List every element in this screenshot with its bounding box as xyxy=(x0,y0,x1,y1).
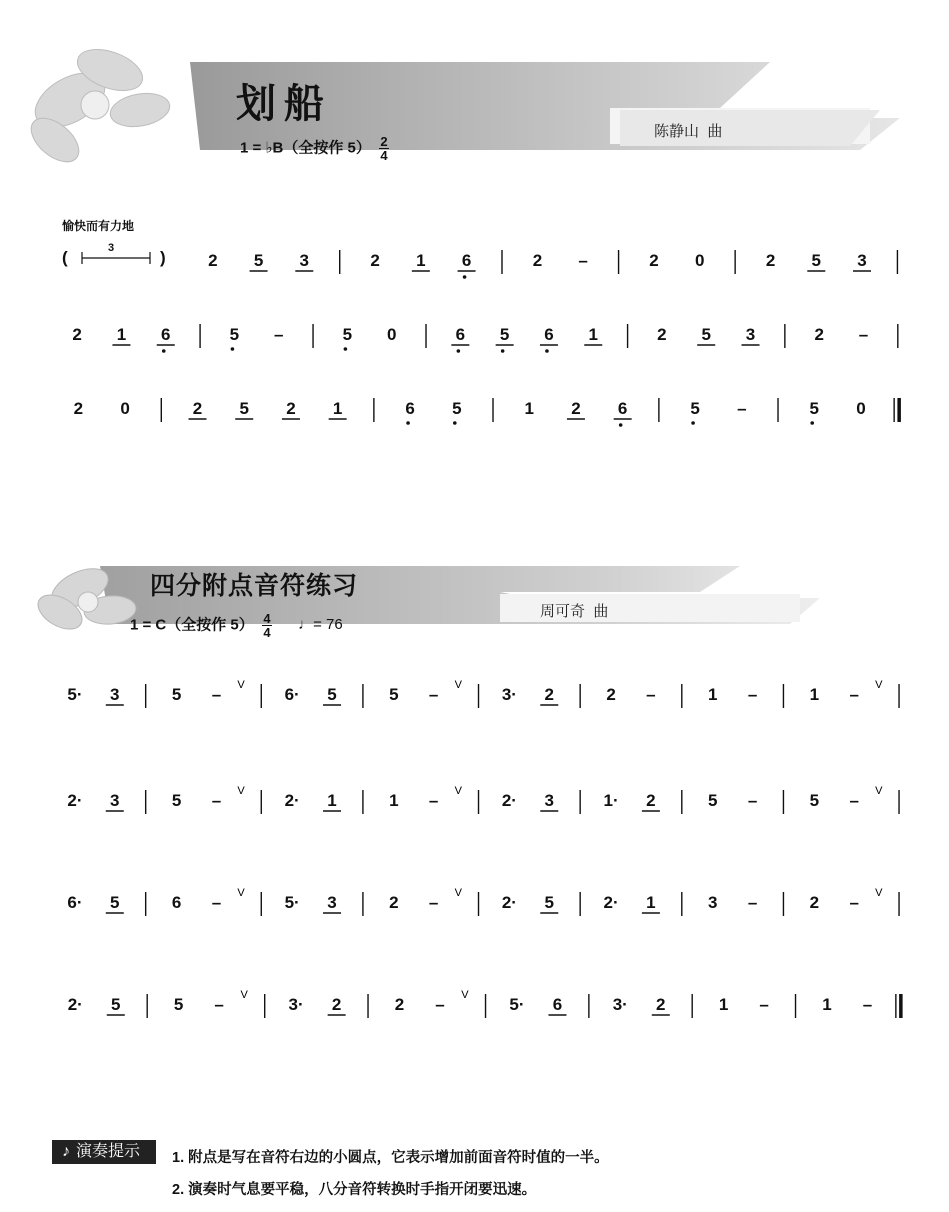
p2-row3-note: – xyxy=(849,893,859,912)
p1-row3-note: 6 xyxy=(617,399,628,418)
p2-row1-note: 3 xyxy=(110,685,120,704)
p2-row3-note: 2 xyxy=(809,893,820,912)
piece2-metronome: ♩= 76 xyxy=(298,616,343,634)
p2-row1-note: 1 xyxy=(707,685,718,704)
p1-row2-note: 1 xyxy=(588,325,598,344)
p2-row2-note: 3 xyxy=(544,791,555,810)
p1-row2-note: 5 xyxy=(701,325,711,344)
p2-row4-note: – xyxy=(214,995,224,1014)
p2-row1-note: 2 xyxy=(606,685,616,704)
p2-row2-note: 1· xyxy=(603,791,619,810)
p2-row3-note: 2· xyxy=(501,893,517,912)
p2-row4-note: 5· xyxy=(509,995,525,1014)
p2-row4-note: 5 xyxy=(173,995,184,1014)
p1-row1-note: 2 xyxy=(208,251,218,270)
p2-row2-note: 2· xyxy=(501,791,517,810)
p2-row2-note: – xyxy=(211,791,222,810)
p1-row1-note: 6 xyxy=(461,251,472,270)
p1-row3-note: 1 xyxy=(332,399,343,418)
p2-row2-breath-mark: V xyxy=(237,785,245,797)
p2-row3-note: 5 xyxy=(544,893,555,912)
p1-row3-note: 1 xyxy=(524,399,534,418)
p2-row4-note: 2 xyxy=(331,995,342,1014)
p1-row2-note: 6 xyxy=(161,325,171,344)
piece2-key-text: 1 = C（全按作 5） xyxy=(130,616,254,634)
p2-row1-breath-mark: V xyxy=(875,679,883,691)
p1-row1-note: 5 xyxy=(253,251,264,270)
p1-row1-note: – xyxy=(578,251,588,270)
p2-row3-note: – xyxy=(747,893,758,912)
p1-row1-note: 2 xyxy=(370,251,380,270)
p2-row2-note: 2 xyxy=(646,791,656,810)
p2-row2-note: – xyxy=(849,791,859,810)
p2-row2-note: 1 xyxy=(327,791,337,810)
piece1-time-top: 2 xyxy=(380,134,388,149)
p2-row3-note: 2· xyxy=(603,893,619,912)
piece2-time-top: 4 xyxy=(263,611,271,626)
p1-row1-note: 1 xyxy=(416,251,426,270)
p2-row1-note: 1 xyxy=(809,685,820,704)
tip-line-2: 2. 演奏时气息要平稳，八分音符转换时手指开闭要迅速。 xyxy=(172,1182,537,1198)
p2-row4-note: 5 xyxy=(111,995,121,1014)
p1-row2-note: 1 xyxy=(116,325,127,344)
p1-row3-note: 5 xyxy=(239,399,249,418)
p1-row1-note: 0 xyxy=(694,251,705,270)
p1-row3-note: 5 xyxy=(809,399,819,418)
piece1-time-bottom: 4 xyxy=(380,148,388,163)
p2-row3-note: 3 xyxy=(327,893,337,912)
piece1-key-text: 1 = ♭B（全按作 5） xyxy=(240,139,371,157)
p2-row1-note: – xyxy=(747,685,758,704)
p2-row3-breath-mark: V xyxy=(875,887,883,899)
p1-row3-low-octave-dot xyxy=(691,421,695,425)
p1-row2-low-octave-dot xyxy=(457,349,461,353)
p2-row1-note: 2 xyxy=(544,685,555,704)
p1-row2-note: 0 xyxy=(386,325,397,344)
p2-row4-note: 3· xyxy=(288,995,304,1014)
p2-row3-note: 2 xyxy=(389,893,399,912)
tip-line-1: 1. 附点是写在音符右边的小圆点，它表示增加前面音符时值的一半。 xyxy=(172,1150,609,1166)
p1-row2-note: 6 xyxy=(544,325,554,344)
p1-row2-note: 3 xyxy=(745,325,756,344)
p1-row2-note: – xyxy=(273,325,284,344)
piece2-composer: 周可奇 曲 xyxy=(540,603,609,620)
p2-row2-note: 1 xyxy=(389,791,399,810)
p2-row4-note: – xyxy=(759,995,769,1014)
tips-badge-label: 演奏提示 xyxy=(76,1143,141,1160)
p1-row2-note: – xyxy=(858,325,869,344)
p1-row3-low-octave-dot xyxy=(453,421,457,425)
piece1-tempo-marking: 愉快而有力地 xyxy=(62,219,135,233)
p1-row3-note: 0 xyxy=(120,399,130,418)
p1-row2-note: 5 xyxy=(229,325,240,344)
p1-row2-low-octave-dot xyxy=(162,349,166,353)
p2-row3-note: 6 xyxy=(171,893,182,912)
p2-row3-note: – xyxy=(428,893,439,912)
p2-row4-note: 3· xyxy=(612,995,628,1014)
p1-row1-note: 5 xyxy=(811,251,822,270)
p2-row2-breath-mark: V xyxy=(454,785,462,797)
p1-row3-note: 2 xyxy=(73,399,84,418)
p2-row1-note: 5 xyxy=(327,685,337,704)
p1-row3-low-octave-dot xyxy=(619,423,623,427)
p2-row1-note: 6· xyxy=(284,685,300,704)
p2-row1-note: 3· xyxy=(501,685,517,704)
p1-row1-note: 2 xyxy=(765,251,776,270)
intro-close-paren: ) xyxy=(160,248,166,267)
p1-row3-note: 2 xyxy=(286,399,296,418)
p2-row3-breath-mark: V xyxy=(237,887,245,899)
p2-row3-note: 1 xyxy=(646,893,656,912)
p1-row1-note: 3 xyxy=(299,251,310,270)
tips-badge xyxy=(52,1140,156,1164)
p2-row4-note: 1 xyxy=(718,995,729,1014)
p2-row2-breath-mark: V xyxy=(875,785,883,797)
p1-row2-low-octave-dot xyxy=(501,349,505,353)
p2-row3-note: 3 xyxy=(707,893,718,912)
p2-row1-breath-mark: V xyxy=(237,679,245,691)
p2-row4-breath-mark: V xyxy=(461,989,469,1001)
p2-row4-note: 2 xyxy=(656,995,666,1014)
p2-row4-note: 2· xyxy=(67,995,83,1014)
p2-row1-note: – xyxy=(428,685,439,704)
p1-row3-note: 6 xyxy=(405,399,415,418)
p1-row2-note: 2 xyxy=(814,325,824,344)
p2-row3-note: 5 xyxy=(110,893,120,912)
p1-row3-low-octave-dot xyxy=(406,421,410,425)
intro-triplet-number: 3 xyxy=(108,242,115,254)
p2-row4-note: 2 xyxy=(394,995,405,1014)
p1-row3-note: 5 xyxy=(452,399,462,418)
p2-row3-note: 5· xyxy=(284,893,300,912)
p2-row4-note: – xyxy=(862,995,873,1014)
p1-row1-note: 2 xyxy=(532,251,543,270)
p2-row4-note: – xyxy=(435,995,445,1014)
p2-row1-breath-mark: V xyxy=(454,679,462,691)
p2-row1-note: – xyxy=(211,685,222,704)
p1-row2-note: 6 xyxy=(455,325,466,344)
p1-row2-low-octave-dot xyxy=(545,349,549,353)
p2-row2-note: 2· xyxy=(67,791,83,810)
p2-row1-note: – xyxy=(849,685,859,704)
p1-row3-note: 2 xyxy=(192,399,203,418)
p1-row1-note: 3 xyxy=(857,251,867,270)
p2-row3-note: 6· xyxy=(67,893,83,912)
piece2-title: 四分附点音符练习 xyxy=(150,571,359,600)
p1-row2-note: 2 xyxy=(72,325,82,344)
p1-row3-note: 2 xyxy=(571,399,581,418)
p1-row3-low-octave-dot xyxy=(810,421,814,425)
p1-row2-note: 5 xyxy=(342,325,353,344)
p2-row4-breath-mark: V xyxy=(240,989,248,1001)
p1-row2-note: 2 xyxy=(657,325,667,344)
p2-row1-note: – xyxy=(646,685,656,704)
piece2-time-bottom: 4 xyxy=(263,625,271,640)
p2-row3-breath-mark: V xyxy=(454,887,462,899)
p2-row4-note: 6 xyxy=(552,995,563,1014)
music-note-icon: ♪ xyxy=(62,1143,70,1160)
p2-row2-note: 5 xyxy=(809,791,820,810)
p1-row3-note: – xyxy=(737,399,747,418)
p2-row2-note: – xyxy=(747,791,758,810)
p2-row4-note: 1 xyxy=(822,995,832,1014)
p2-row2-note: – xyxy=(428,791,439,810)
p1-row1-note: 2 xyxy=(649,251,659,270)
piece1-composer: 陈静山 曲 xyxy=(654,123,723,140)
p2-row1-note: 5· xyxy=(67,685,83,704)
p1-row2-note: 5 xyxy=(499,325,510,344)
piece1-title: 划船 xyxy=(236,80,332,127)
p1-row1-low-octave-dot xyxy=(463,275,467,279)
p2-row1-note: 5 xyxy=(389,685,399,704)
p1-row2-low-octave-dot xyxy=(231,347,235,351)
p2-row2-note: 2· xyxy=(284,791,300,810)
intro-open-paren: ( xyxy=(62,248,68,267)
p2-row3-note: – xyxy=(211,893,222,912)
p2-row2-note: 5 xyxy=(171,791,182,810)
p2-row1-note: 5 xyxy=(171,685,182,704)
p1-row2-low-octave-dot xyxy=(344,347,348,351)
p2-row2-note: 5 xyxy=(707,791,718,810)
p1-row3-note: 0 xyxy=(856,399,866,418)
p2-row2-note: 3 xyxy=(110,791,120,810)
p1-row3-note: 5 xyxy=(690,399,700,418)
